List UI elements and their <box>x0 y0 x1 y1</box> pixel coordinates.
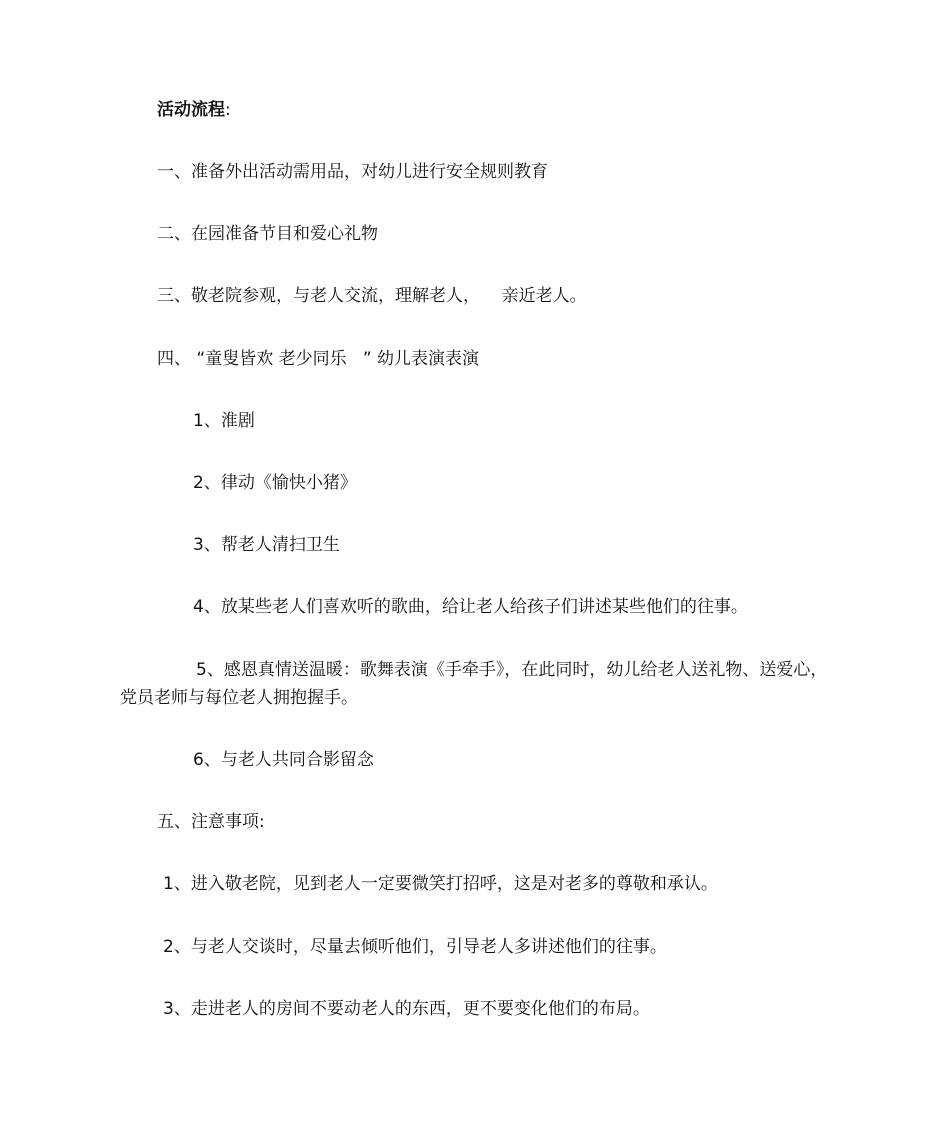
step-1: 一、准备外出活动需用品，对幼儿进行安全规则教育 <box>157 162 548 182</box>
step-2: 二、在园准备节目和爱心礼物 <box>157 224 378 244</box>
performance-6: 6、与老人共同合影留念 <box>193 750 374 770</box>
performance-5: 5、感恩真情送温暖：歌舞表演《手牵手》，在此同时，幼儿给老人送礼物、送爱心，党员老师与每位老人拥抱握手。 <box>120 660 828 708</box>
heading-suffix: : <box>225 100 231 120</box>
notes-heading: 五、注意事项: <box>157 812 265 832</box>
step-3: 三、敬老院参观，与老人交流，理解老人， 亲近老人。 <box>157 286 587 306</box>
note-2: 2、与老人交谈时，尽量去倾听他们，引导老人多讲述他们的往事。 <box>163 937 667 957</box>
section-heading <box>157 96 231 124</box>
note-3: 3、走进老人的房间不要动老人的东西，更不要变化他们的布局。 <box>163 999 650 1019</box>
performance-3: 3、帮老人清扫卫生 <box>193 535 340 555</box>
step-4: 四、 “童叟皆欢 老少同乐 ” 幼儿表演表演 <box>157 349 480 369</box>
performance-1: 1、淮剧 <box>193 411 255 431</box>
heading-title: 活动流程 <box>157 100 225 120</box>
note-1: 1、进入敬老院，见到老人一定要微笑打招呼，这是对老多的尊敬和承认。 <box>163 874 718 894</box>
performance-2: 2、律动《愉快小猪》 <box>193 473 357 493</box>
performance-4: 4、放某些老人们喜欢听的歌曲，给让老人给孩子们讲述某些他们的往事。 <box>193 597 748 617</box>
